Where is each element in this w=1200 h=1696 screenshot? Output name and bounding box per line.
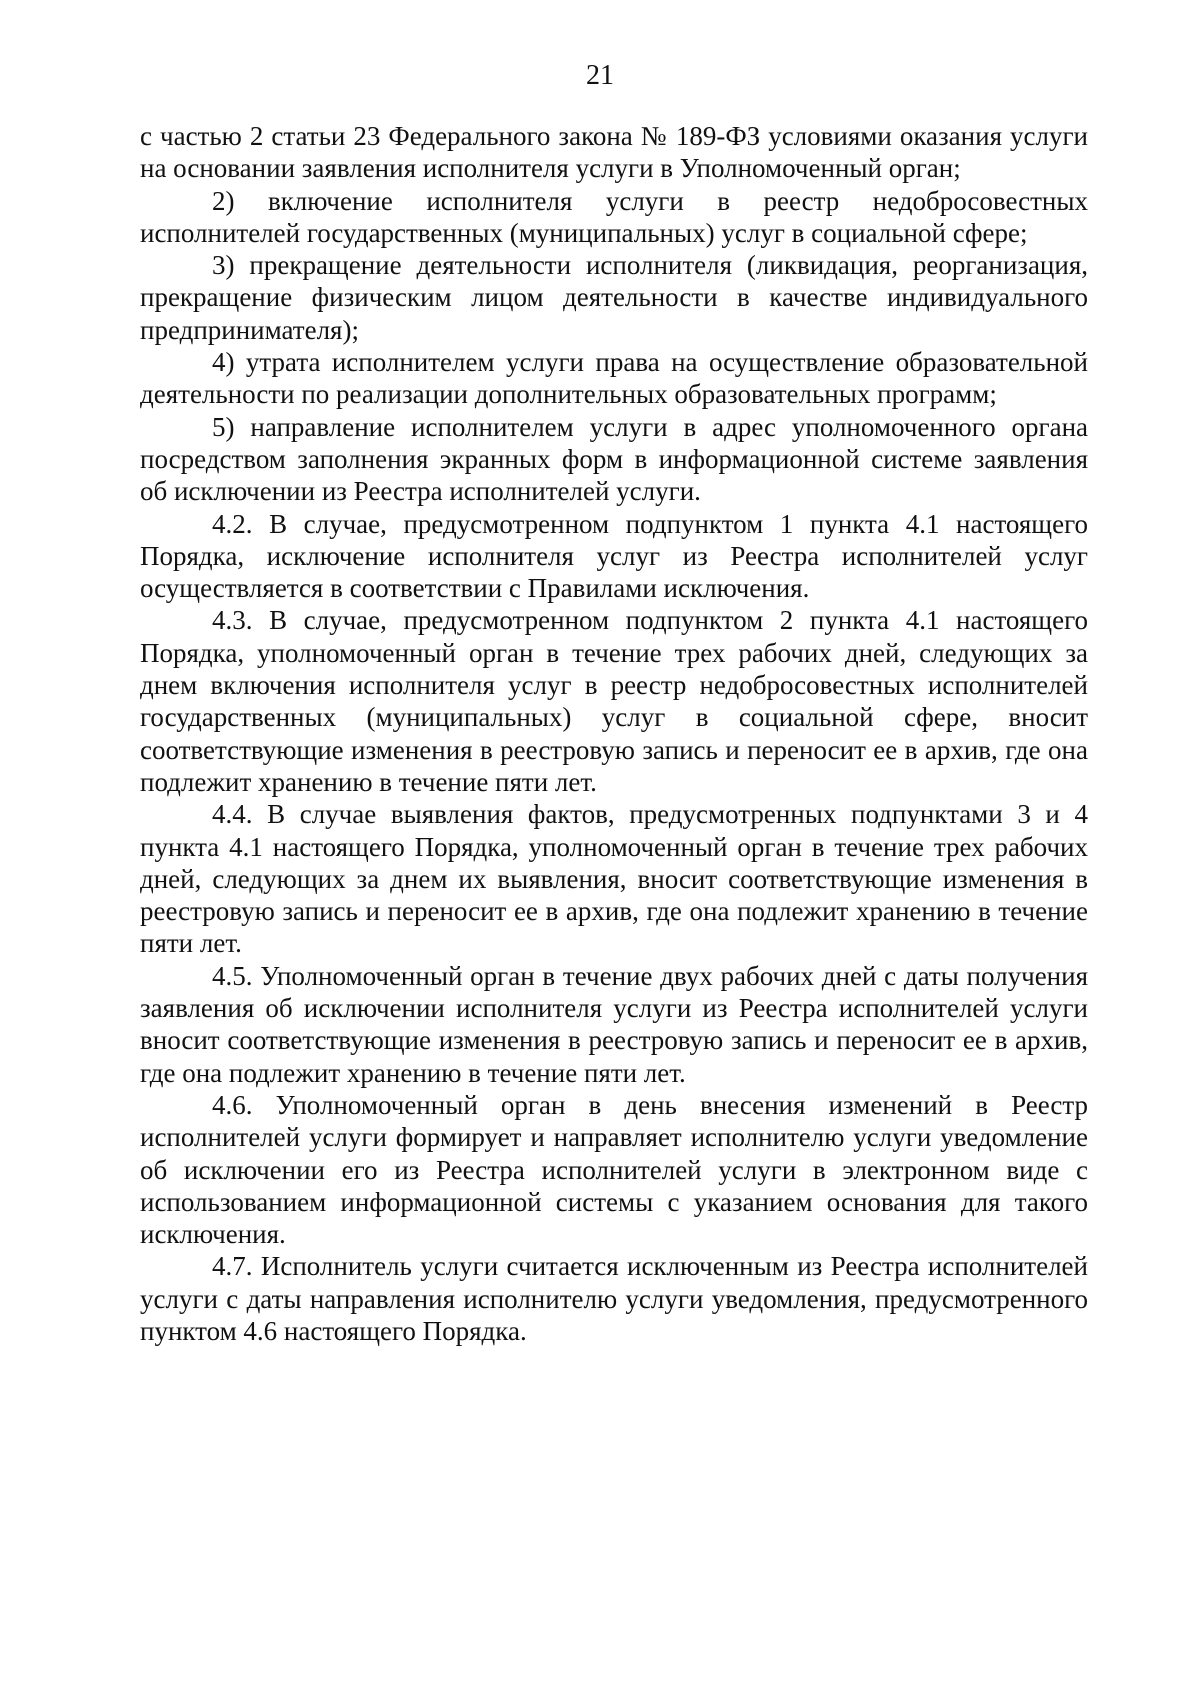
paragraph-4-4: 4.4. В случае выявления фактов, предусмотренных подпунктами 3 и 4 пункта 4.1 настоящего Порядка, уполномоченный орган в течение трех рабочих дней, следующих за днем их выявления, вносит соответствующие изменения в реестровую запись и переносит ее в архив, где она подлежит хранению в течение пяти лет.	[140, 799, 1088, 959]
paragraph-continuation: с частью 2 статьи 23 Федерального закона № 189-ФЗ условиями оказания услуги на основании заявления исполнителя услуги в Уполномоченный орган;	[140, 121, 1088, 184]
paragraph-4-6: 4.6. Уполномоченный орган в день внесения изменений в Реестр исполнителей услуги формирует и направляет исполнителю услуги уведомление об исключении его из Реестра исполнителей услуги в электронном виде с использованием информационной системы с указанием основания для такого исключения.	[140, 1089, 1088, 1250]
paragraph-item-5: 5) направление исполнителем услуги в адрес уполномоченного органа посредством заполнения экранных форм в информационной системе заявления об исключении из Реестра исполнителей услуги.	[140, 411, 1088, 507]
paragraph-item-3: 3) прекращение деятельности исполнителя (ликвидация, реорганизация, прекращение физическим лицом деятельности в качестве индивидуального предпринимателя);	[140, 250, 1088, 345]
paragraph-4-2: 4.2. В случае, предусмотренном подпунктом 1 пункта 4.1 настоящего Порядка, исключение исполнителя услуг из Реестра исполнителей услуг осуществляется в соответствии с Правилами исключения.	[140, 508, 1088, 604]
paragraph-4-3: 4.3. В случае, предусмотренном подпунктом 2 пункта 4.1 настоящего Порядка, уполномоченный орган в течение трех рабочих дней, следующих за днем включения исполнителя услуг в реестр недобросовестных исполнителей государственных (муниципальных) услуг в социальной сфере, вносит соответствующие изменения в реестровую запись и переносит ее в архив, где она подлежит хранению в течение пяти лет.	[140, 605, 1088, 797]
paragraph-item-2: 2) включение исполнителя услуги в реестр недобросовестных исполнителей государственных (муниципальных) услуг в социальной сфере;	[140, 185, 1088, 248]
document-body	[140, 120, 1088, 1347]
paragraph-item-4: 4) утрата исполнителем услуги права на осуществление образовательной деятельности по реализации дополнительных образовательных программ;	[140, 347, 1088, 410]
page-number: 21	[586, 60, 614, 91]
paragraph-4-5: 4.5. Уполномоченный орган в течение двух рабочих дней с даты получения заявления об исключении исполнителя услуги из Реестра исполнителей услуги вносит соответствующие изменения в реестровую запись и переносит ее в архив, где она подлежит хранению в течение пяти лет.	[140, 960, 1088, 1088]
paragraph-4-7: 4.7. Исполнитель услуги считается исключенным из Реестра исполнителей услуги с даты направления исполнителю услуги уведомления, предусмотренного пунктом 4.6 настоящего Порядка.	[140, 1251, 1088, 1346]
